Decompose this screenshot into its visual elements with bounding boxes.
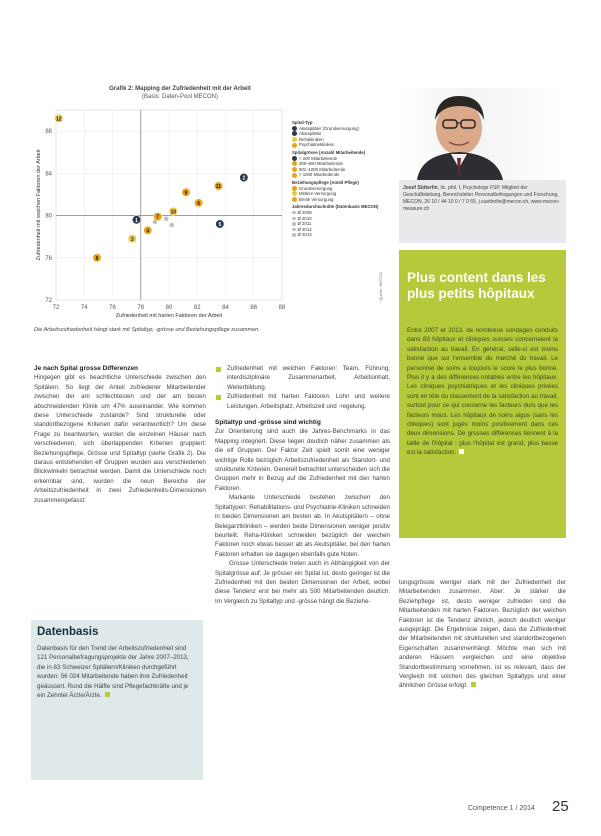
bullet-soft-factors: Zufriedenheit mit weichen Faktoren: Team, Führung, interdisziplinäre Zusammenarbeit, Arbeitsinhalt, Weiterbildung. xyxy=(215,364,390,392)
legend-swatch-icon xyxy=(292,211,296,215)
legend-entry-label: Psychiatriekliniken xyxy=(299,142,335,148)
legend-entry xyxy=(292,232,387,238)
legend-swatch-icon xyxy=(292,233,296,237)
column-3 xyxy=(399,578,566,691)
x-tick-label: 74 xyxy=(80,305,88,311)
end-mark-icon xyxy=(471,682,476,687)
legend-entry xyxy=(292,197,387,203)
x-tick-label: 72 xyxy=(52,305,60,311)
x-tick-label: 82 xyxy=(193,305,201,311)
y-tick-label: 84 xyxy=(45,171,52,178)
legend-entry-label: Grundversorgung xyxy=(299,185,333,191)
x-tick-label: 80 xyxy=(165,305,173,311)
legend-swatch-icon xyxy=(292,222,296,226)
data-point-label: 2 xyxy=(242,175,246,182)
x-tick-label: 78 xyxy=(137,305,145,311)
section-heading-spitaltyp: Spitaltyp und -grösse sind wichtig xyxy=(215,419,321,427)
legend-entry-label: Akutspitäler (Grundversorgung) xyxy=(299,125,359,131)
x-axis-label: Zufriedenheit mit harten Faktoren der Arbeit xyxy=(115,313,223,319)
datenbasis-title: Datenbasis xyxy=(37,626,99,638)
legend-entry-label: Rehakliniken xyxy=(299,136,324,142)
datenbasis-text: Datenbasis für den Trend der Arbeitszufriedenheit sind 121 Personalbefragungsprojekte der Jahre 2007–2013, die in 83 Schweizer Spitälern/Kliniken durchgeführt wurden: 56 024 Mitarbeitende haben ihre Zufriedenheit geäussert. Rund die Hälfte sind Pflegefachkräfte und je ein Zehntel Ärzte/Ärzte. xyxy=(37,645,189,700)
end-mark-icon xyxy=(105,692,110,697)
x-tick-label: 88 xyxy=(278,305,286,311)
portrait-image xyxy=(399,88,566,180)
french-summary-text: Entre 2007 et 2013, de nombreux sondages conduits dans 83 hôpitaux et cliniques suisses concernaient la satisfaction au travail. En général, celle-ci est moins bonne que sur l'ensemble du marché du travail. Le personnel de soins a toujours le score le plus bonne. Plus il y a des différences notables entre les hôpitaux. Les cliniques psychiatriques et les cliniques privées sont en tête du classement de la satisfaction au travail, surtout pour ce qui concerne les facteurs durs que les facteurs mous. Les hôpitaux de soins aigus (sans les cliniques) sont jugés moins positivement dans ces deux dimensions. De grosses différences tiennent à la taille de l'hôpital : plus l'hôpital est grand, plus basse est la satisfaction. xyxy=(407,327,558,457)
data-point-label: 5 xyxy=(218,222,222,228)
legend-swatch-icon xyxy=(292,186,297,191)
section-heading-differences: Je nach Spital grosse Differenzen xyxy=(34,365,139,372)
legend-swatch-icon xyxy=(292,191,297,196)
y-tick-label: 80 xyxy=(45,213,52,220)
french-summary-box xyxy=(399,250,566,538)
y-tick-label: 72 xyxy=(45,298,52,304)
data-point-label: 1 xyxy=(135,217,138,224)
col2-paragraph-2: Markante Unterschiede bestehen zwischen den Spitaltypen: Rehabilitations- und Psychiatrie-Kliniken schneiden in beiden Dimensionen am besten ab. In Akutspitälern – ohne Belegarztkliniken – werden beide Dimensionen weniger positiv beurteilt. Reha-Kliniken schneiden bezüglich der weichen Faktoren noch etwas besser ab als Akutspitäler, bei den harten Faktoren erhalten sie dagegen ebenfalls gute Noten. xyxy=(215,494,390,558)
legend-swatch-icon xyxy=(292,228,296,232)
legend-entry-label: 501–1000 Mitarbeitende xyxy=(299,166,346,172)
data-point-year xyxy=(164,217,168,221)
legend-swatch-icon xyxy=(292,126,297,131)
data-point-label: 12 xyxy=(56,116,62,123)
legend-swatch-icon xyxy=(292,217,296,221)
data-point-label: 4 xyxy=(146,228,150,235)
column-2 xyxy=(215,364,390,606)
legend-group4-title: Jahresdurchschnitte (Datenbasis MECON) xyxy=(292,204,379,210)
legend-swatch-icon xyxy=(292,161,297,166)
data-point-label: 3 xyxy=(130,236,134,243)
author-photo xyxy=(399,88,566,180)
legend-entry-label: Ø 2009 xyxy=(297,209,312,215)
legend-entry-label: > 1000 Mitarbeitende xyxy=(299,172,340,178)
data-point-year xyxy=(153,220,157,224)
chart-legend xyxy=(292,118,387,238)
page-number: 25 xyxy=(552,798,569,815)
col2-paragraph-3: Grosse Unterschiede treten auch in Abhängigkeit von der Spitalgrösse auf: Je grösser ein Spital ist, desto geringer ist die Zufriedenheit mit den beiden Dimensionen der Arbeit, wobei diese Tendenz erst bei mehr als 500 Mitarbeitenden deutlich. Im Vergleich zu Spitaltyp und -grösse hängt die Beziehe- xyxy=(215,560,390,605)
legend-group1-title: Spital-Typ xyxy=(292,120,313,125)
author-bio xyxy=(399,180,566,243)
y-tick-label: 76 xyxy=(45,255,52,262)
chart-subtitle: (Basis: Daten-Pool MECON) xyxy=(141,94,219,100)
legend-swatch-icon xyxy=(292,143,297,148)
x-tick-label: 84 xyxy=(222,305,229,311)
legend-swatch-icon xyxy=(292,131,297,136)
data-point-label: 6 xyxy=(197,200,201,207)
data-point-label: 7 xyxy=(156,214,160,221)
chart-title: Grafik 2: Mapping der Zufriedenheit mit der Arbeit xyxy=(109,86,251,92)
legend-entry xyxy=(292,142,387,148)
col3-paragraph: tungsgrösste weniger stark mit der Zufriedenheit der Mitarbeitenden zusammen. Aber: Je stärker die Beziehpflege ist, desto weniger zufrieden sind die Mitarbeitenden mit harten Faktoren. Bezüglich der weichen Faktoren ist die Tendenz ähnlich, jedoch deutlich weniger ausgeprägt. Die Ergebnisse zeigen, dass die Zufriedenheit der Mitarbeitenden mit strukturellen und standortbezogenen Eigenschaften zusammenhängt. Möchte man sich mit anderen Häusern vergleichen und eine objektive Standortbestimmung vornehmen, ist es relevant, dass der Vergleich mit solchen des gleichen Spitaltyps und einer ähnlichen Grösse erfolgt. xyxy=(399,579,566,690)
legend-entry-label: Ø 2012 xyxy=(297,226,312,232)
legend-entry-label: Ø 2011 xyxy=(297,221,312,227)
legend-group3-title: Beziehungspflege (Anteil Pflege) xyxy=(292,179,359,185)
legend-entry-label: Mittlere Versorgung xyxy=(299,191,337,197)
chart-caption: Die Arbeitszufriedenheit hängt stark mit Spitaltyp, -grösse und Beziehungspflege zusammen. xyxy=(34,327,260,333)
french-summary-title: Plus content dans les plus petits hôpitaux xyxy=(407,270,546,301)
end-mark-icon xyxy=(459,449,464,454)
data-point-label: 8 xyxy=(95,255,99,262)
data-point-label: 11 xyxy=(215,184,222,190)
legend-entry-label: Breite Versorgung xyxy=(299,196,334,202)
legend-swatch-icon xyxy=(292,173,297,178)
bullet-hard-factors: Zufriedenheit mit harten Faktoren: Lohn und weitere Leistungen, Arbeitsplatz, Arbeitszeit und -regelung. xyxy=(215,392,390,411)
datenbasis-box xyxy=(31,620,203,780)
y-tick-label: 88 xyxy=(45,129,52,136)
col1-paragraph: Hingegen gibt es beachtliche Unterschiede zwischen den Spitälern. So liegt der Anteil zufriedener Mitarbeitender zwischen der am schlechtesten und der am besten abschneidenden Klinik um 47% auseinander. Wie kommen diese Unterschiede zustande? Sind strukturelle oder standortbezogene Kriterien dafür verantwortlich? Um diese Frage zu beantworten, wurden die einzelnen Häuser nach verschiedenen, sich überlappenden Kriterien gruppiert: Beziehungspflege, Grösse und Spitaltyp (siehe Grafik 2). Die daraus entstehenden elf Gruppen wurden aus verschiedenen Blickwinkeln betrachtet werden. Damit die Unterschiede noch erkennbar sind, wurden die neun Bereiche der Arbeitszufriedenheit in zwei Zufriedenheits-Dimensionen zusammengefasst: xyxy=(34,374,206,504)
author-text: , lic. phil. I, Psychologe FSP, Mitglied der Geschäftsleitung, Bereichsleiter Personalbefragungen und Forschung, MECON, 26 10 / 44 10 0 / 7 0 65, j.suetterlin@mecon.ch, www.mecon-measure.ch xyxy=(403,185,560,212)
x-tick-label: 86 xyxy=(250,305,258,311)
data-point-year xyxy=(170,223,174,227)
legend-entry-label: Ø 2013 xyxy=(297,232,312,238)
legend-group2-title: Spitalgrösse (Anzahl Mitarbeitende) xyxy=(292,149,366,155)
legend-swatch-icon xyxy=(292,167,297,172)
chart-source: Quelle: MECON xyxy=(378,272,383,301)
y-axis-label: Zufriedenheit mit weichen Faktoren der Arbeit xyxy=(36,149,42,261)
data-point-label: 10 xyxy=(170,209,177,216)
legend-entry-label: Ø 2010 xyxy=(297,215,312,221)
legend-entry-label: < 200 Mitarbeitende xyxy=(299,155,338,161)
data-point-label: 9 xyxy=(184,190,188,197)
legend-swatch-icon xyxy=(292,137,297,142)
legend-entry-label: Akutspitäler xyxy=(299,131,322,137)
x-tick-label: 76 xyxy=(109,305,116,311)
legend-entry xyxy=(292,172,387,178)
legend-swatch-icon xyxy=(292,197,297,202)
col2-paragraph-1: Zur Orientierung sind auch die Jahres-Benchmarks in das Mapping integriert. Diese liegen deutlich näher zusammen als die elf Gruppen. Der Faktor Zeit spielt somit eine weniger wichtige Rolle bezüglich Arbeitszufriedenheit als Standort- und strukturelle Kriterien. Generell betrachtet unterscheiden sich die Gruppen mehr in Bezug auf die Zufriedenheit mit den harten Faktoren. xyxy=(215,428,390,492)
legend-entry-label: 200–500 Mitarbeitende xyxy=(299,161,343,167)
author-name: Josef Sütterlin xyxy=(403,185,438,191)
legend-swatch-icon xyxy=(292,156,297,161)
column-1 xyxy=(34,364,206,505)
journal-footer: Competence 1 / 2014 xyxy=(468,805,535,812)
